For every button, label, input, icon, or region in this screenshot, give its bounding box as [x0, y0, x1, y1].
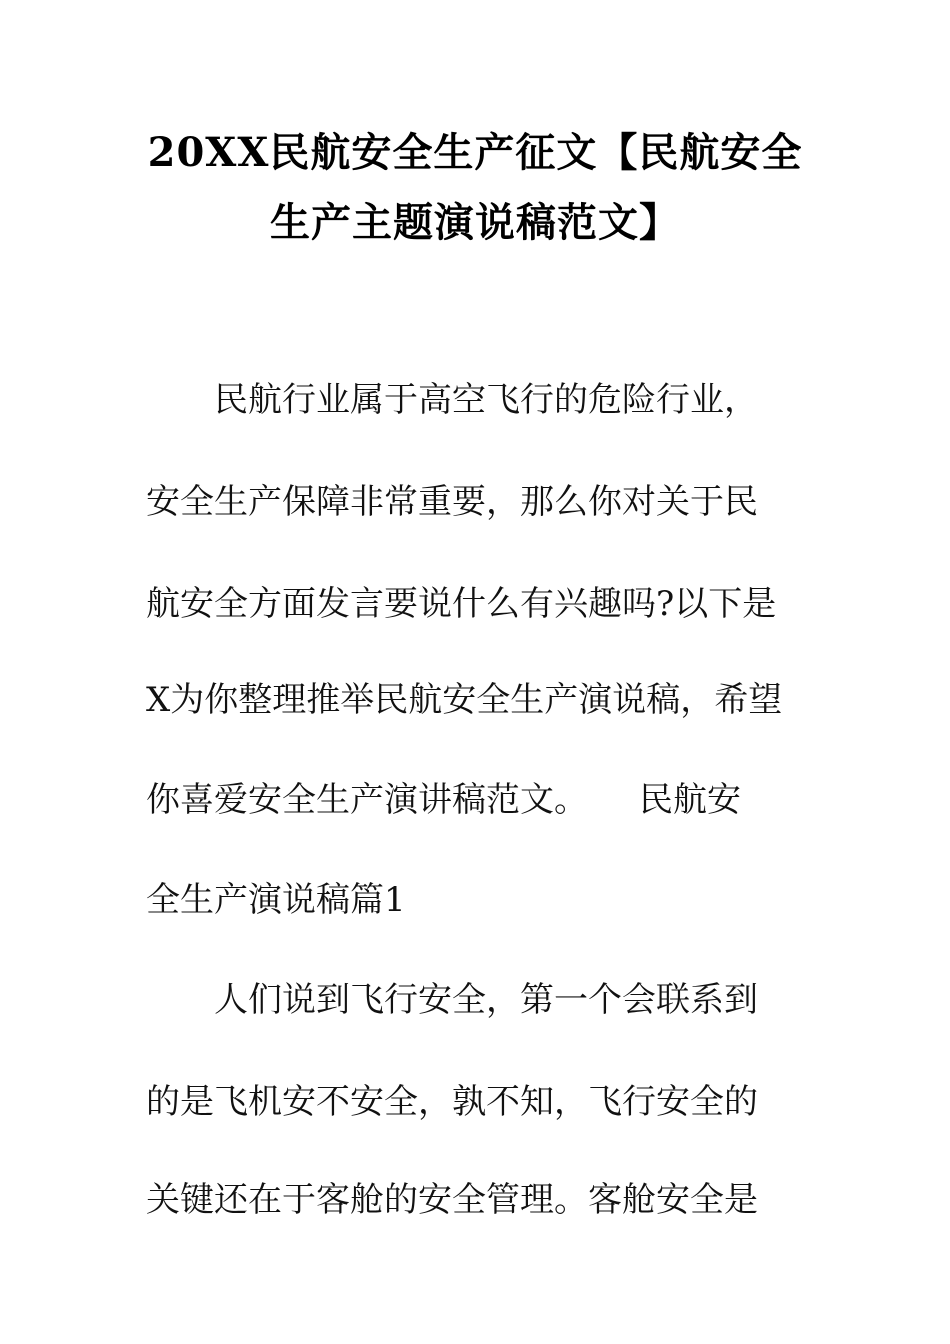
paragraph-line: 关键还在于客舱的安全管理。客舱安全是 — [146, 1180, 758, 1220]
paragraph-line: 全生产演说稿篇1 — [146, 880, 406, 920]
title-line-1: 20XX民航安全生产征文【民航安全 — [147, 129, 803, 176]
paragraph-line: 你喜爱安全生产演讲稿范文。 民航安 — [146, 780, 741, 820]
paragraph-line: X为你整理推举民航安全生产演说稿，希望 — [146, 680, 783, 720]
paragraph-line: 民航行业属于高空飞行的危险行业， — [214, 380, 758, 420]
paragraph-line: 的是飞机安不安全，孰不知，飞行安全的 — [146, 1082, 758, 1122]
document-title — [140, 118, 810, 258]
title-line-2: 生产主题演说稿范文】 — [270, 199, 680, 246]
paragraph-line: 航安全方面发言要说什么有兴趣吗?以下是 — [146, 584, 777, 624]
paragraph-line: 安全生产保障非常重要，那么你对关于民 — [146, 482, 758, 522]
paragraph-line: 人们说到飞行安全，第一个会联系到 — [214, 980, 758, 1020]
